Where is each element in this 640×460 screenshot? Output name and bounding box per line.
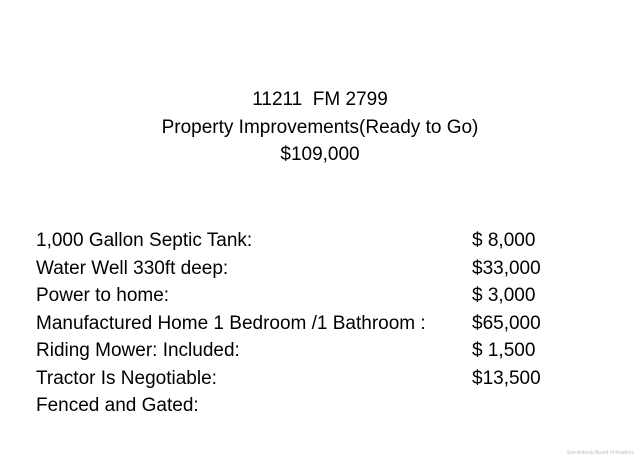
list-item	[36, 392, 596, 420]
list-item	[36, 227, 596, 255]
item-label: Riding Mower: Included:	[36, 340, 240, 361]
item-price: $ 8,000	[472, 230, 536, 251]
list-item	[36, 282, 596, 310]
item-label: Water Well 330ft deep:	[36, 257, 229, 279]
item-price: $ 3,000	[472, 285, 536, 306]
list-item	[36, 255, 596, 283]
item-label: Manufactured Home 1 Bedroom /1 Bathroom :	[36, 312, 426, 334]
property-address: 11211 FM 2799	[252, 89, 388, 110]
item-label: Power to home:	[36, 285, 170, 306]
watermark: San Antonio Board of Realtors	[566, 450, 634, 456]
list-item	[36, 337, 596, 365]
item-price: $33,000	[472, 257, 541, 279]
total-price: $109,000	[280, 144, 360, 165]
item-price: $ 1,500	[472, 340, 536, 361]
document-subtitle: Property Improvements(Ready to Go)	[161, 116, 479, 138]
item-price: $65,000	[472, 312, 541, 334]
list-item	[36, 310, 596, 338]
document-header	[0, 86, 640, 169]
item-label: Fenced and Gated:	[36, 395, 199, 416]
list-item	[36, 365, 596, 393]
item-label: 1,000 Gallon Septic Tank:	[36, 230, 253, 251]
item-price: $13,500	[472, 367, 541, 389]
item-label: Tractor Is Negotiable:	[36, 367, 217, 389]
improvements-list	[36, 227, 596, 420]
